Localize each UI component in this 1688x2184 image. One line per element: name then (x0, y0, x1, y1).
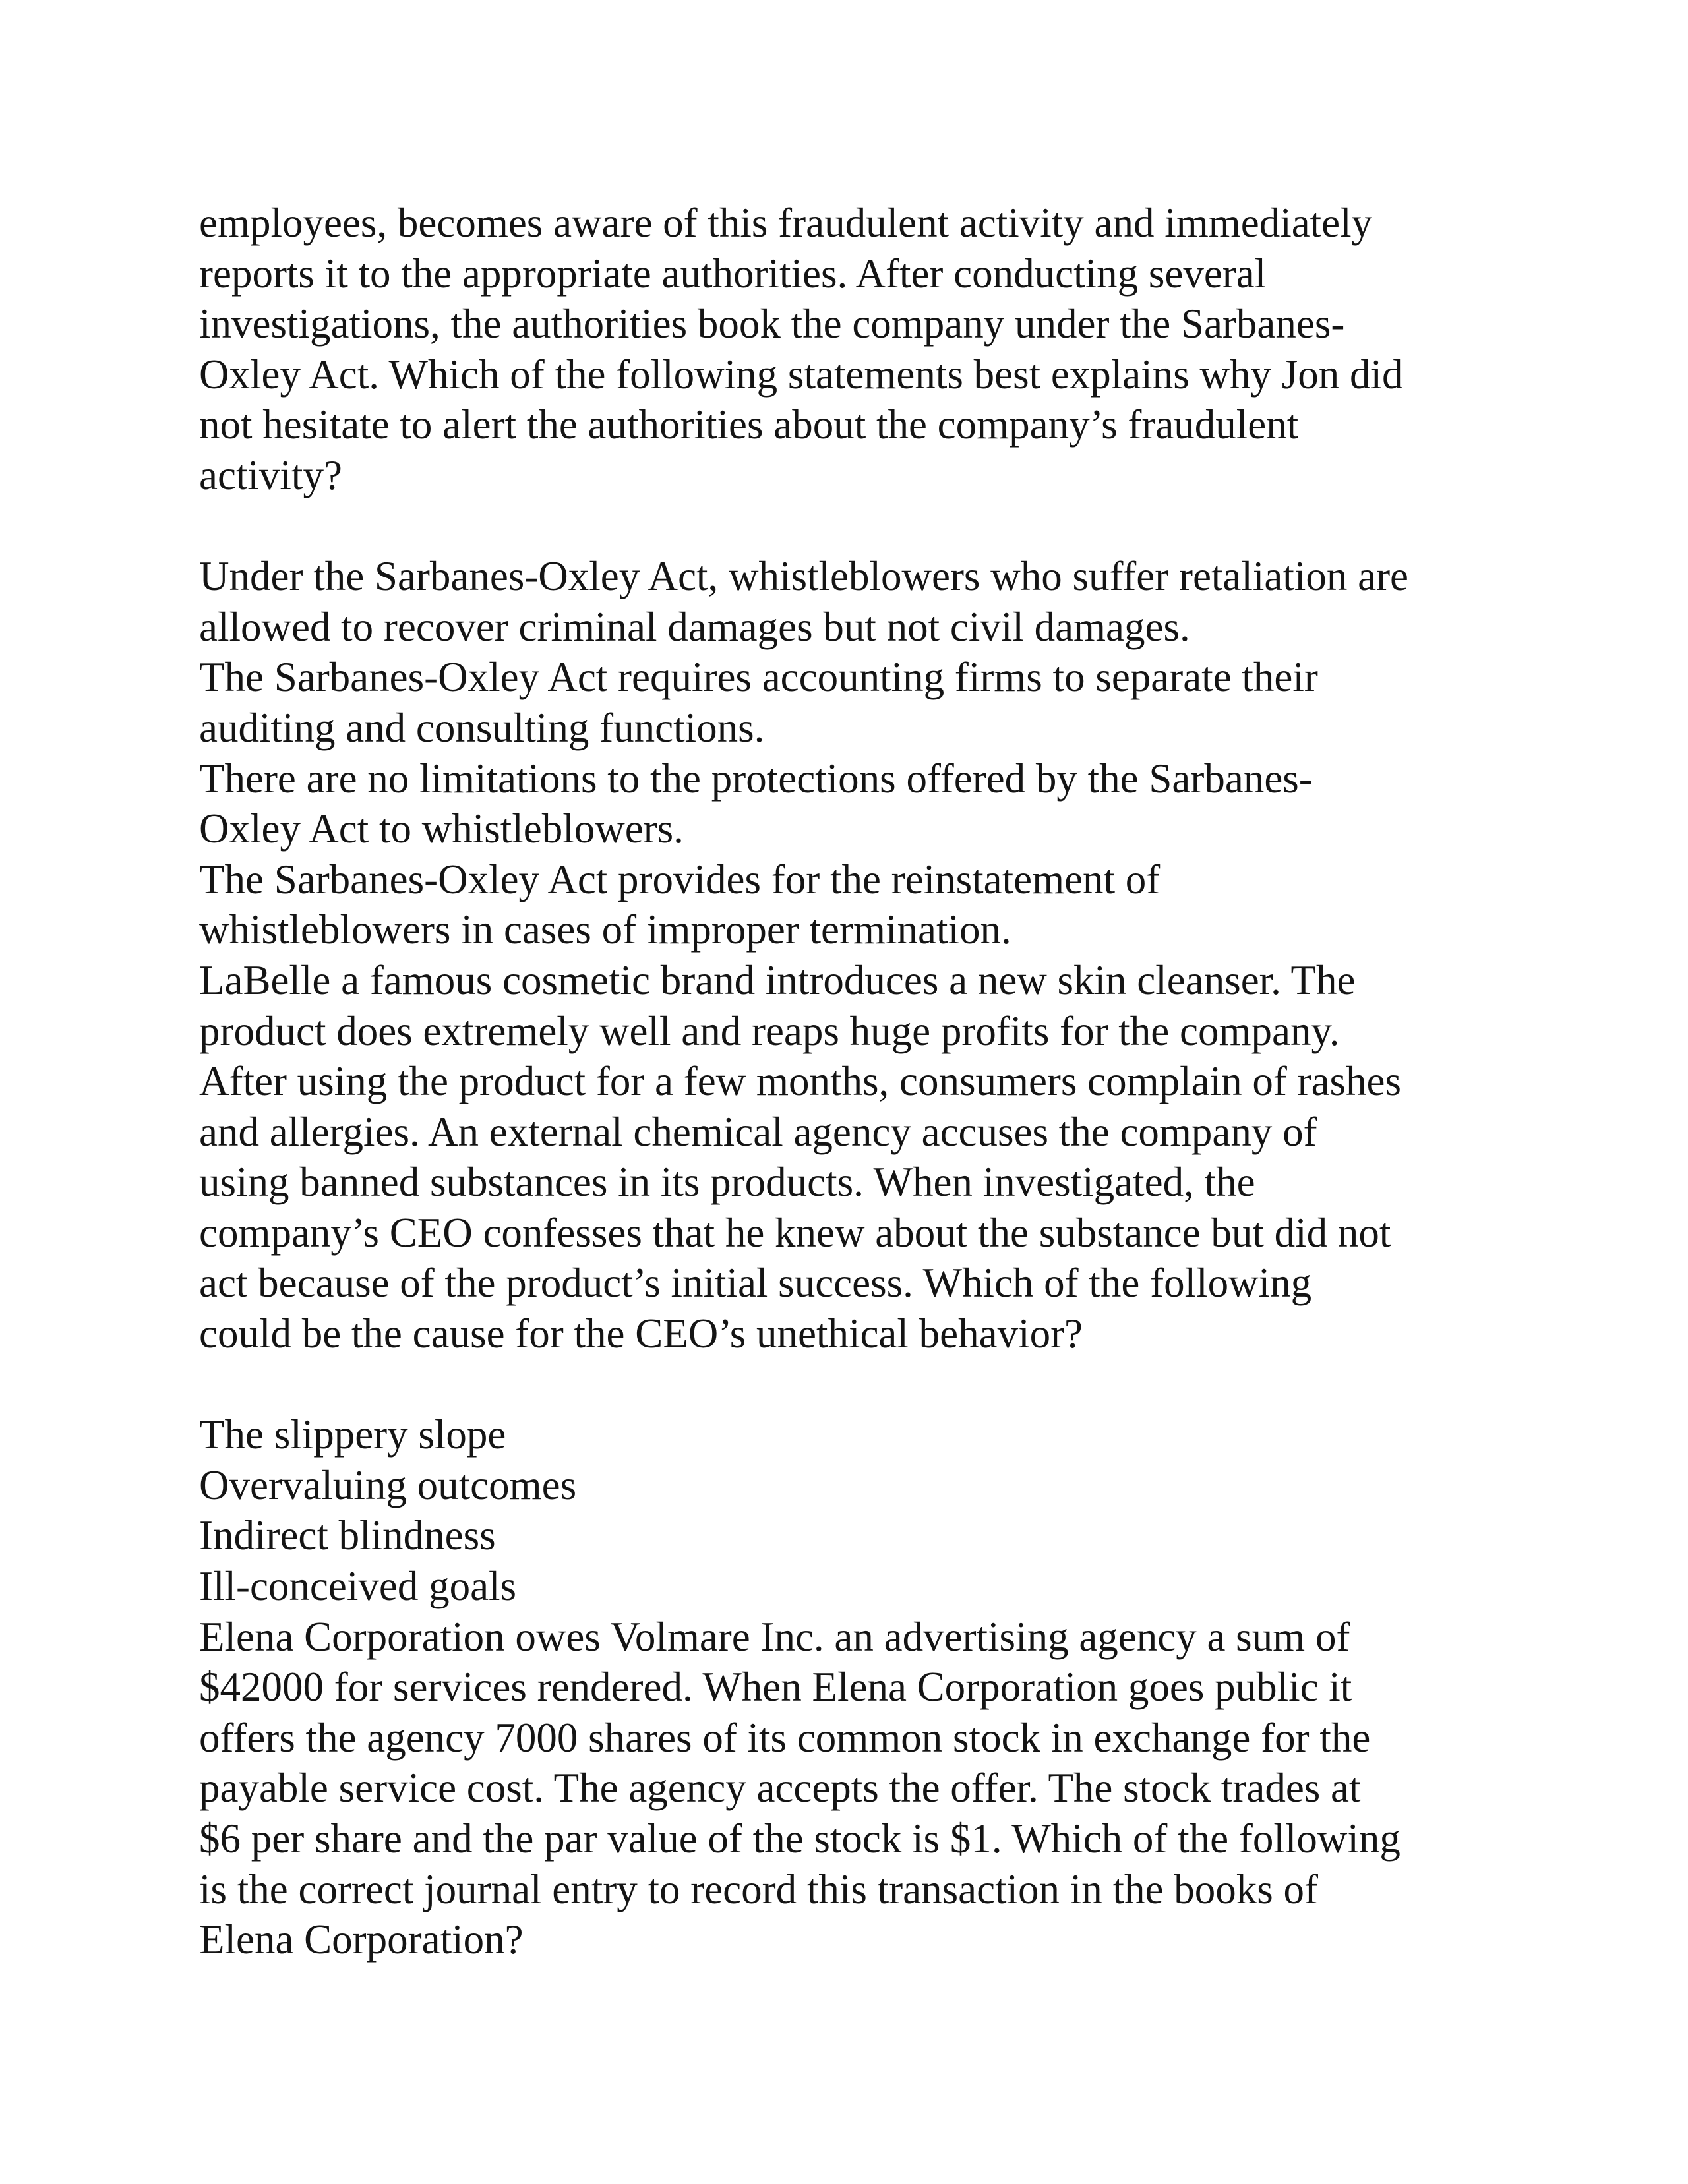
text-line: $6 per share and the par value of the stock is $1. Which of the following (199, 1815, 1401, 1862)
question-2-options (199, 1409, 1518, 1611)
text-line: reports it to the appropriate authorities. After conducting several (199, 250, 1267, 297)
answer-option-line: The Sarbanes-Oxley Act requires accounting firms to separate their (199, 654, 1318, 701)
answer-option-line: Indirect blindness (199, 1512, 496, 1559)
answer-option-line: The slippery slope (199, 1411, 506, 1458)
question-2-stem (199, 955, 1518, 1359)
text-line: activity? (199, 452, 342, 498)
text-line: using banned substances in its products. When investigated, the (199, 1159, 1255, 1206)
text-line: LaBelle a famous cosmetic brand introduces a new skin cleanser. The (199, 957, 1356, 1003)
text-line: $42000 for services rendered. When Elena Corporation goes public it (199, 1664, 1352, 1711)
text-line: is the correct journal entry to record this transaction in the books of (199, 1866, 1319, 1912)
answer-option-line: Oxley Act to whistleblowers. (199, 806, 684, 852)
text-line: act because of the product’s initial success. Which of the following (199, 1260, 1312, 1307)
question-3-stem (199, 1612, 1518, 1965)
answer-option-line: The Sarbanes-Oxley Act provides for the reinstatement of (199, 856, 1160, 902)
answer-option-line: allowed to recover criminal damages but not civil damages. (199, 603, 1190, 650)
paragraph-gap (199, 501, 1518, 552)
text-line: company’s CEO confesses that he knew about the substance but did not (199, 1209, 1391, 1256)
text-line: and allergies. An external chemical agency accuses the company of (199, 1108, 1317, 1155)
question-1-options (199, 551, 1518, 955)
text-line: product does extremely well and reaps huge profits for the company. (199, 1007, 1340, 1054)
document-text (199, 198, 1518, 1965)
answer-option-line: auditing and consulting functions. (199, 704, 765, 751)
answer-option-line: Under the Sarbanes-Oxley Act, whistleblowers who suffer retaliation are (199, 553, 1409, 600)
text-line: investigations, the authorities book the company under the Sarbanes- (199, 301, 1345, 347)
answer-option-line: Ill-conceived goals (199, 1563, 517, 1610)
answer-option-line: There are no limitations to the protections offered by the Sarbanes- (199, 755, 1313, 802)
text-line: Elena Corporation? (199, 1916, 524, 1963)
text-line: not hesitate to alert the authorities about the company’s fraudulent (199, 401, 1299, 448)
answer-option-line: Overvaluing outcomes (199, 1461, 577, 1508)
text-line: Elena Corporation owes Volmare Inc. an advertising agency a sum of (199, 1613, 1350, 1660)
text-line: employees, becomes aware of this fraudulent activity and immediately (199, 200, 1373, 246)
question-1-stem (199, 198, 1518, 501)
paragraph-gap (199, 1359, 1518, 1410)
text-line: offers the agency 7000 shares of its common stock in exchange for the (199, 1714, 1371, 1761)
text-line: Oxley Act. Which of the following statements best explains why Jon did (199, 351, 1403, 398)
text-line: could be the cause for the CEO’s unethical behavior? (199, 1311, 1083, 1357)
text-line: After using the product for a few months, consumers complain of rashes (199, 1058, 1402, 1105)
text-line: payable service cost. The agency accepts the offer. The stock trades at (199, 1765, 1361, 1812)
answer-option-line: whistleblowers in cases of improper termination. (199, 906, 1011, 953)
